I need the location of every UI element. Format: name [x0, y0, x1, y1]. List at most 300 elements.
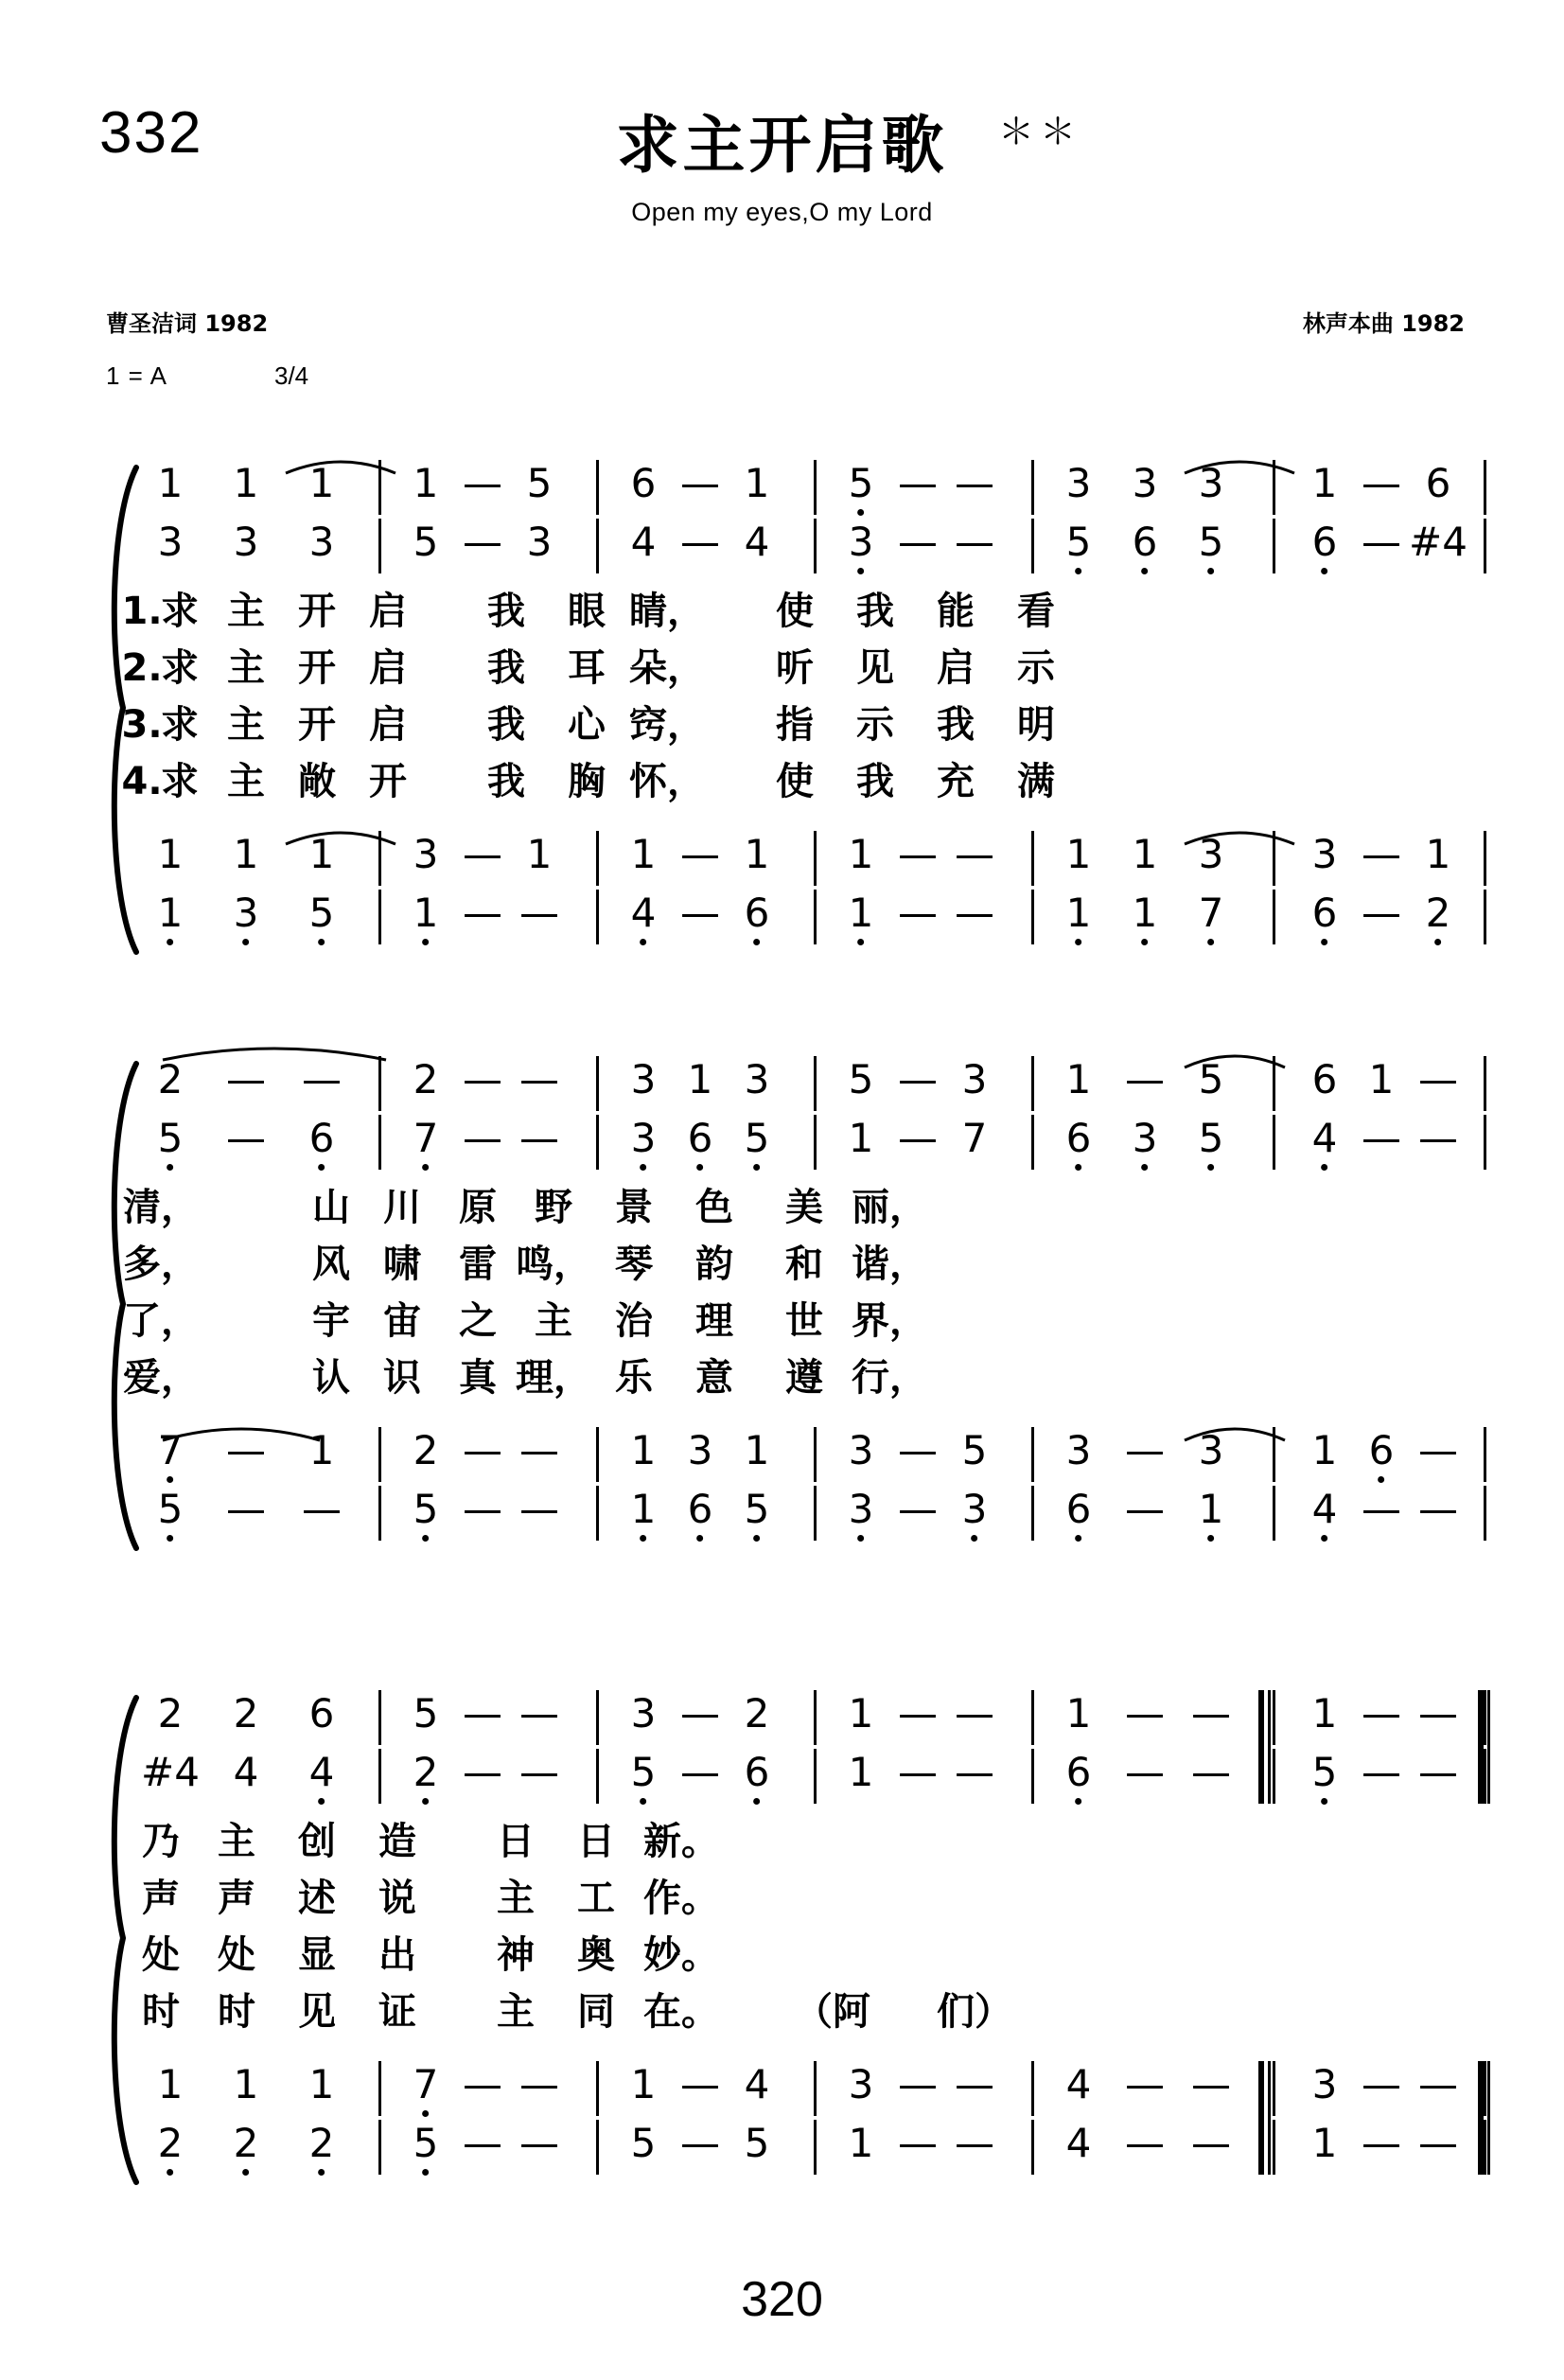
barline	[814, 460, 817, 515]
lyric-syllable: 使	[776, 760, 814, 803]
note-bass: 4	[1065, 2120, 1092, 2166]
lyric-syllable: 见	[856, 646, 894, 690]
note-tenor: —	[463, 2061, 502, 2107]
staff-system-3	[0, 1690, 1564, 2224]
note-alto: 5	[1311, 1749, 1338, 1795]
note-soprano: —	[463, 1056, 502, 1102]
lyric-syllable: 主	[227, 760, 265, 803]
barline	[1031, 1486, 1034, 1541]
barline	[1484, 1115, 1486, 1170]
subtitle-english: Open my eyes,O my Lord	[631, 198, 933, 226]
time-signature: 3/4	[274, 361, 309, 390]
note-tenor: 1	[630, 2061, 657, 2107]
barline	[596, 1115, 599, 1170]
note-bass: —	[1125, 1486, 1165, 1532]
note-bass: 2	[308, 2120, 335, 2166]
note-soprano: 1	[413, 460, 439, 506]
lyric-syllable: 宙	[383, 1299, 421, 1343]
note-bass: —	[898, 890, 938, 936]
note-alto: —	[898, 519, 938, 565]
note-soprano: —	[519, 1690, 559, 1737]
note-tenor: —	[1418, 2061, 1458, 2107]
note-soprano: 1	[1311, 460, 1338, 506]
lyric-syllable: 我	[487, 703, 525, 747]
note-bass: —	[519, 1486, 559, 1532]
barline	[814, 519, 817, 573]
note-alto: 7	[961, 1115, 988, 1161]
barline	[1273, 1486, 1275, 1541]
lyric-syllable: 我	[487, 760, 525, 803]
note-bass: 1	[630, 1486, 657, 1532]
note-alto: —	[898, 1115, 938, 1161]
note-tenor: 1	[1132, 831, 1158, 877]
lyric-syllable: 乃	[142, 1820, 180, 1863]
note-alto: 4	[630, 519, 657, 565]
page-title: 求主开启歌	[616, 109, 948, 182]
tie-slur	[284, 825, 397, 846]
barline	[596, 460, 599, 515]
note-tenor: —	[955, 831, 994, 877]
barline	[1031, 519, 1034, 573]
song-number: 332	[99, 100, 203, 166]
lyric-syllable: 开	[298, 590, 336, 633]
note-tenor: —	[898, 831, 938, 877]
note-tenor: —	[1191, 2061, 1231, 2107]
note-alto: 1	[848, 1115, 874, 1161]
melody-row-bass	[142, 890, 1485, 952]
lyric-syllable: 主	[497, 1877, 535, 1920]
note-tenor: —	[1418, 1427, 1458, 1473]
barline	[378, 519, 381, 573]
note-alto: —	[955, 519, 994, 565]
barline	[814, 1690, 817, 1745]
double-barline	[1478, 1690, 1484, 1804]
lyric-syllable: 景	[615, 1186, 653, 1229]
barline	[1031, 1427, 1034, 1482]
barline	[1484, 460, 1486, 515]
barline	[814, 1115, 817, 1170]
note-soprano: 1	[1311, 1690, 1338, 1737]
lyric-row	[142, 1990, 1485, 2052]
lyric-syllable: 韵	[695, 1243, 733, 1286]
lyric-row	[142, 1933, 1485, 1995]
double-barline	[1487, 2061, 1490, 2175]
note-soprano: 2	[233, 1690, 259, 1737]
lyric-syllable: 能	[937, 590, 975, 633]
note-alto: #4	[141, 1749, 200, 1795]
lyric-syllable: 理	[695, 1299, 733, 1343]
note-alto: 5	[1065, 519, 1092, 565]
barline	[814, 831, 817, 886]
note-soprano: —	[1418, 1690, 1458, 1737]
note-soprano: 1	[1065, 1056, 1092, 1102]
barline	[1484, 1749, 1486, 1804]
barline	[378, 1427, 381, 1482]
barline	[596, 1056, 599, 1111]
note-tenor: 3	[1311, 831, 1338, 877]
note-alto: 6	[744, 1749, 770, 1795]
note-bass: —	[680, 2120, 720, 2166]
lyric-syllable: 启	[369, 646, 407, 690]
note-soprano: —	[898, 460, 938, 506]
barline	[596, 519, 599, 573]
barline	[1484, 831, 1486, 886]
note-bass: 6	[1065, 1486, 1092, 1532]
lyric-syllable: 丽，	[852, 1186, 927, 1229]
note-tenor: 1	[744, 1427, 770, 1473]
lyric-syllable: 明	[1017, 703, 1055, 747]
lyric-syllable: 造	[378, 1820, 416, 1863]
note-tenor: —	[680, 831, 720, 877]
lyric-syllable: 求	[161, 760, 199, 803]
lyric-syllable: 睛，	[629, 590, 705, 633]
note-bass: —	[1362, 890, 1401, 936]
note-tenor: 1	[630, 831, 657, 877]
barline	[378, 890, 381, 944]
lyric-syllable: 证	[378, 1990, 416, 2034]
lyric-syllable: 见	[298, 1990, 336, 2034]
note-bass: —	[519, 890, 559, 936]
lyric-syllable: 主	[227, 703, 265, 747]
barline	[1484, 890, 1486, 944]
lyric-syllable: 在。	[643, 1990, 719, 2034]
lyric-syllable: 时	[218, 1990, 255, 2034]
lyric-syllable: 我	[487, 590, 525, 633]
note-bass: 2	[157, 2120, 184, 2166]
note-soprano: 3	[1198, 460, 1224, 506]
note-soprano: —	[1191, 1690, 1231, 1737]
note-bass: 2	[233, 2120, 259, 2166]
note-alto: 3	[157, 519, 184, 565]
barline	[1273, 519, 1275, 573]
lyric-syllable: 啸	[383, 1243, 421, 1286]
lyric-row	[123, 1243, 1485, 1304]
note-bass: 3	[961, 1486, 988, 1532]
lyric-row	[123, 1186, 1485, 1247]
note-tenor: 1	[848, 831, 874, 877]
double-barline	[1268, 1690, 1271, 1804]
lyric-syllable: 主	[497, 1990, 535, 2034]
note-bass: 5	[157, 1486, 184, 1532]
note-tenor: 5	[961, 1427, 988, 1473]
note-alto: —	[955, 1749, 994, 1795]
note-bass: 1	[848, 2120, 874, 2166]
barline	[1031, 460, 1034, 515]
note-soprano: —	[898, 1690, 938, 1737]
lyric-syllable: 看	[1017, 590, 1055, 633]
barline	[1484, 1690, 1486, 1745]
note-soprano: —	[680, 1690, 720, 1737]
barline	[1273, 1690, 1275, 1745]
melody-row-alto	[142, 519, 1485, 581]
lyric-syllable: 耳	[568, 646, 606, 690]
note-bass: 5	[413, 1486, 439, 1532]
note-bass: —	[898, 2120, 938, 2166]
barline	[1031, 831, 1034, 886]
lyric-syllable: 心	[568, 703, 606, 747]
lyric-syllable: （阿	[795, 1990, 870, 2034]
lyric-syllable: 说	[378, 1877, 416, 1920]
note-alto: 3	[308, 519, 335, 565]
lyric-syllable: 神	[497, 1933, 535, 1977]
lyric-syllable: 行，	[852, 1356, 927, 1400]
lyric-syllable: 启	[369, 703, 407, 747]
verse-number: 4.	[121, 760, 163, 803]
note-bass: 6	[1311, 890, 1338, 936]
note-bass: 5	[413, 2120, 439, 2166]
barline	[1031, 1056, 1034, 1111]
note-bass: —	[955, 890, 994, 936]
note-tenor: 7	[413, 2061, 439, 2107]
note-soprano: 6	[630, 460, 657, 506]
note-alto: 6	[1311, 519, 1338, 565]
note-soprano: 1	[744, 460, 770, 506]
lyric-syllable: 山	[312, 1186, 350, 1229]
lyric-syllable: 示	[856, 703, 894, 747]
note-alto: 5	[413, 519, 439, 565]
note-soprano: 3	[630, 1690, 657, 1737]
barline	[1031, 1690, 1034, 1745]
note-alto: —	[1418, 1115, 1458, 1161]
note-soprano: 2	[413, 1056, 439, 1102]
lyric-syllable: 显	[298, 1933, 336, 1977]
barline	[596, 1486, 599, 1541]
note-alto: 4	[744, 519, 770, 565]
note-tenor: 1	[526, 831, 553, 877]
note-tenor: —	[898, 1427, 938, 1473]
lyric-syllable: 声	[218, 1877, 255, 1920]
barline	[1484, 1056, 1486, 1111]
note-alto: 7	[413, 1115, 439, 1161]
note-soprano: 6	[308, 1690, 335, 1737]
note-tenor: 3	[848, 1427, 874, 1473]
lyric-syllable: 求	[161, 703, 199, 747]
tie-slur	[161, 1041, 388, 1062]
note-bass: 5	[744, 2120, 770, 2166]
note-bass: —	[955, 2120, 994, 2166]
barline	[1484, 2120, 1486, 2175]
note-bass: —	[1418, 1486, 1458, 1532]
note-tenor: —	[519, 2061, 559, 2107]
note-alto: —	[680, 1749, 720, 1795]
note-alto: —	[1362, 519, 1401, 565]
note-tenor: 3	[687, 1427, 713, 1473]
note-soprano: 3	[744, 1056, 770, 1102]
lyric-syllable: 界，	[852, 1299, 927, 1343]
lyric-row	[121, 646, 1485, 708]
note-alto: 6	[1132, 519, 1158, 565]
note-tenor: 6	[1368, 1427, 1395, 1473]
note-alto: 5	[744, 1115, 770, 1161]
note-soprano: 3	[1065, 460, 1092, 506]
barline	[1484, 2061, 1486, 2116]
note-alto: 5	[1198, 519, 1224, 565]
tie-slur	[1183, 1421, 1287, 1442]
lyric-syllable: 主	[535, 1299, 572, 1343]
lyric-row	[123, 1299, 1485, 1361]
note-alto: 3	[630, 1115, 657, 1161]
note-tenor: 3	[1198, 831, 1224, 877]
barline	[1031, 2061, 1034, 2116]
note-alto: —	[519, 1749, 559, 1795]
lyric-syllable: 主	[227, 646, 265, 690]
note-tenor: 1	[308, 831, 335, 877]
tie-slur	[1183, 1049, 1287, 1069]
note-soprano: 3	[630, 1056, 657, 1102]
note-soprano: 2	[157, 1690, 184, 1737]
note-tenor: —	[1362, 831, 1401, 877]
note-bass: —	[680, 890, 720, 936]
note-tenor: 3	[1065, 1427, 1092, 1473]
melody-row-alto	[141, 1749, 1485, 1811]
note-tenor: 1	[233, 831, 259, 877]
note-bass: —	[1362, 2120, 1401, 2166]
lyric-syllable: 声	[142, 1877, 180, 1920]
note-alto: —	[1191, 1749, 1231, 1795]
note-soprano: —	[519, 1056, 559, 1102]
note-bass: —	[519, 2120, 559, 2166]
note-alto: 3	[848, 519, 874, 565]
note-bass: 4	[1311, 1486, 1338, 1532]
note-soprano: 5	[526, 460, 553, 506]
lyric-syllable: 创	[298, 1820, 336, 1863]
double-barline	[1478, 2061, 1484, 2175]
lyric-syllable: 听	[776, 646, 814, 690]
lyric-syllable: 乐	[615, 1356, 653, 1400]
note-alto: —	[226, 1115, 266, 1161]
note-tenor: 1	[1425, 831, 1451, 877]
barline	[814, 1056, 817, 1111]
barline	[596, 2120, 599, 2175]
barline	[814, 1427, 817, 1482]
barline	[814, 2120, 817, 2175]
lyric-syllable: 们）	[937, 1990, 1012, 2034]
note-alto: —	[463, 1749, 502, 1795]
tie-slur	[1183, 825, 1296, 846]
note-bass: —	[463, 890, 502, 936]
lyricist-credit: 曹圣洁词 1982	[106, 310, 269, 337]
staff-system-2	[0, 1056, 1564, 1590]
note-bass: 6	[687, 1486, 713, 1532]
staff-system-1	[0, 460, 1564, 994]
note-soprano: —	[955, 460, 994, 506]
barline	[1273, 2120, 1275, 2175]
barline	[596, 2061, 599, 2116]
note-alto: —	[898, 1749, 938, 1795]
note-bass: 5	[744, 1486, 770, 1532]
note-soprano: 5	[848, 1056, 874, 1102]
barline	[1031, 890, 1034, 944]
lyric-syllable: 野	[535, 1186, 572, 1229]
barline	[1273, 890, 1275, 944]
note-tenor: 3	[1311, 2061, 1338, 2107]
system-brace	[102, 1694, 140, 2186]
lyric-row	[121, 590, 1485, 651]
lyric-syllable: 日	[577, 1820, 615, 1863]
note-soprano: 1	[233, 460, 259, 506]
verse-number: 1.	[121, 590, 163, 633]
melody-row-bass	[142, 1486, 1485, 1548]
note-bass: 1	[1311, 2120, 1338, 2166]
note-bass: —	[1191, 2120, 1231, 2166]
note-bass: 1	[848, 890, 874, 936]
note-bass: —	[1418, 2120, 1458, 2166]
barline	[1273, 2061, 1275, 2116]
note-soprano: 5	[413, 1690, 439, 1737]
lyric-syllable: 出	[378, 1933, 416, 1977]
note-tenor: —	[1362, 2061, 1401, 2107]
lyric-row	[121, 703, 1485, 765]
note-alto: —	[463, 1115, 502, 1161]
note-soprano: —	[1125, 1690, 1165, 1737]
lyric-syllable: 同	[577, 1990, 615, 2034]
barline	[1484, 1427, 1486, 1482]
lyric-syllable: 清，	[123, 1186, 199, 1229]
note-tenor: 1	[308, 1427, 335, 1473]
note-soprano: —	[302, 1056, 342, 1102]
melody-row-tenor	[142, 2061, 1485, 2124]
note-bass: 4	[630, 890, 657, 936]
title-block	[0, 95, 1564, 227]
note-soprano: 3	[961, 1056, 988, 1102]
note-bass: 1	[413, 890, 439, 936]
note-tenor: —	[1125, 2061, 1165, 2107]
lyric-syllable: 谐，	[852, 1243, 927, 1286]
note-alto: 6	[1065, 1115, 1092, 1161]
barline	[378, 2061, 381, 2116]
note-alto: 3	[233, 519, 259, 565]
note-tenor: —	[898, 2061, 938, 2107]
lyric-row	[142, 1879, 1485, 1938]
lyric-syllable: 我	[856, 760, 894, 803]
tie-slur	[1183, 454, 1296, 475]
note-soprano: 1	[848, 1690, 874, 1737]
lyric-syllable: 妙。	[643, 1933, 719, 1977]
barline	[814, 1486, 817, 1541]
note-soprano: —	[680, 460, 720, 506]
double-barline	[1268, 2061, 1271, 2175]
lyric-syllable: 世	[785, 1299, 823, 1343]
note-tenor: 7	[157, 1427, 184, 1473]
lyric-syllable: 美	[785, 1186, 823, 1229]
note-tenor: 3	[1198, 1427, 1224, 1473]
note-tenor: —	[226, 1427, 266, 1473]
lyric-syllable: 真	[459, 1356, 497, 1400]
barline	[378, 1056, 381, 1111]
lyric-syllable: 满	[1017, 760, 1055, 803]
note-tenor: 1	[744, 831, 770, 877]
barline	[596, 1690, 599, 1745]
note-tenor: 1	[157, 2061, 184, 2107]
lyric-syllable: 风	[312, 1243, 350, 1286]
lyric-syllable: 理，	[516, 1356, 591, 1400]
melody-row-bass	[142, 2120, 1485, 2182]
barline	[596, 890, 599, 944]
note-soprano: —	[1125, 1056, 1165, 1102]
lyric-syllable: 求	[161, 590, 199, 633]
composer-credit: 林声本曲 1982	[1302, 310, 1465, 337]
note-soprano: —	[898, 1056, 938, 1102]
note-soprano: 5	[848, 460, 874, 506]
lyric-syllable: 爱，	[123, 1356, 199, 1400]
lyric-syllable: 指	[776, 703, 814, 747]
barline	[1031, 1749, 1034, 1804]
lyric-row	[121, 760, 1485, 821]
lyric-syllable: 充	[937, 760, 975, 803]
lyric-syllable: 开	[298, 703, 336, 747]
note-bass: 6	[744, 890, 770, 936]
lyric-syllable: 奥	[577, 1933, 615, 1977]
